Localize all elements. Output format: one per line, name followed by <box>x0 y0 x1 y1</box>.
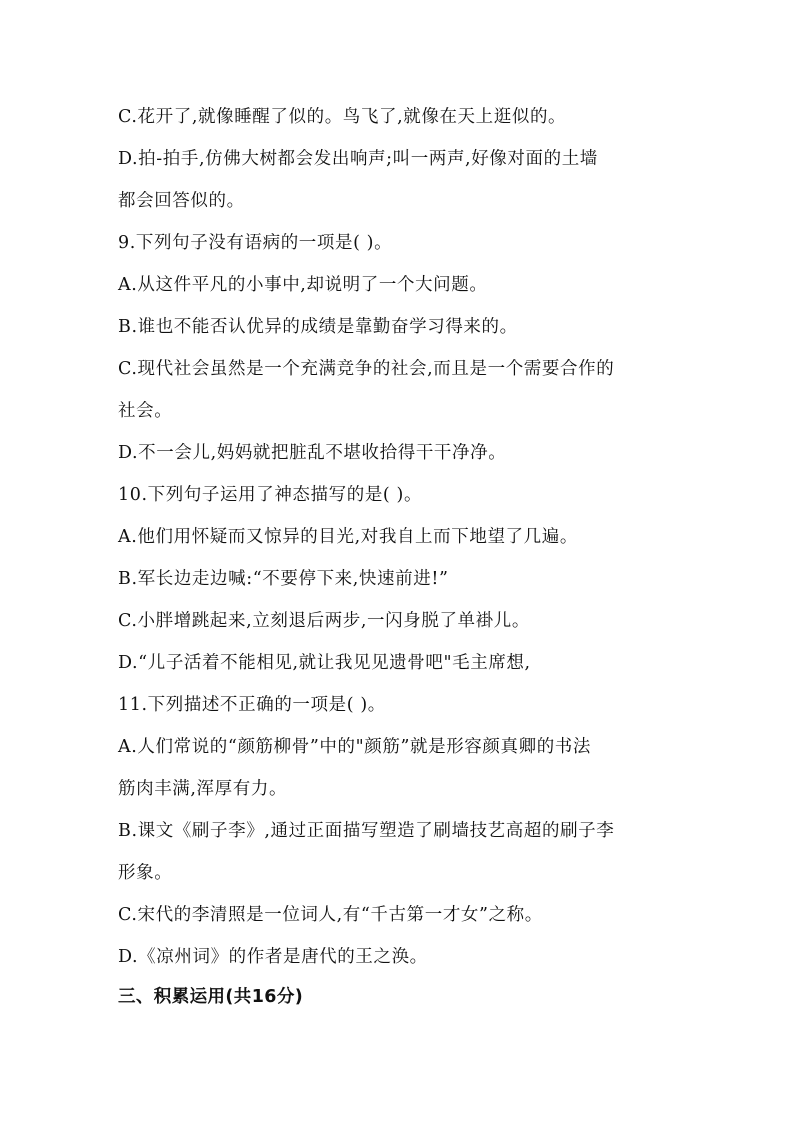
option-b-q11-line2: 形象。 <box>118 863 173 883</box>
option-d-q8-line1: D.拍-拍手,仿佛大树都会发出响声;叫一两声,好像对面的土墙 <box>118 149 598 169</box>
option-c-q9-line1: C.现代社会虽然是一个充满竞争的社会,而且是一个需要合作的 <box>118 359 615 379</box>
option-a-q10: A.他们用怀疑而又惊异的目光,对我自上而下地望了几遍。 <box>118 527 578 547</box>
option-b-q11-line1: B.课文《刷子李》,通过正面描写塑造了刷墙技艺高超的刷子李 <box>118 821 615 841</box>
section-heading: 三、积累运用(共16分) <box>118 987 304 1007</box>
option-a-q11-line2: 筋肉丰满,浑厚有力。 <box>118 779 288 799</box>
option-d-q8-line2: 都会回答似的。 <box>118 191 245 211</box>
option-c-q11: C.宋代的李清照是一位词人,有“千古第一才女”之称。 <box>118 905 543 925</box>
option-d-q9: D.不一会儿,妈妈就把脏乱不堪收拾得干干净净。 <box>118 443 507 463</box>
option-d-q10: D.“儿子活着不能相见,就让我见见遗骨吧"毛主席想, <box>118 653 531 673</box>
option-c-q10: C.小胖增跳起来,立刻退后两步,一闪身脱了单褂儿。 <box>118 611 530 631</box>
question-9: 9.下列句子没有语病的一项是( )。 <box>118 233 393 253</box>
option-b-q9: B.谁也不能否认优异的成绩是靠勤奋学习得来的。 <box>118 317 518 337</box>
option-c-q9-line2: 社会。 <box>118 401 173 421</box>
option-a-q11-line1: A.人们常说的“颜筋柳骨”中的"颜筋”就是形容颜真卿的书法 <box>118 737 591 757</box>
option-d-q11: D.《凉州词》的作者是唐代的王之涣。 <box>118 947 428 967</box>
option-b-q10: B.军长边走边喊:“不要停下来,快速前进!” <box>118 569 449 589</box>
question-10: 10.下列句子运用了神态描写的是( )。 <box>118 485 423 505</box>
option-a-q9: A.从这件平凡的小事中,却说明了一个大问题。 <box>118 275 488 295</box>
question-11: 11.下列描述不正确的一项是( )。 <box>118 695 386 715</box>
option-c-q8: C.花开了,就像睡醒了似的。鸟飞了,就像在天上逛似的。 <box>118 107 567 127</box>
